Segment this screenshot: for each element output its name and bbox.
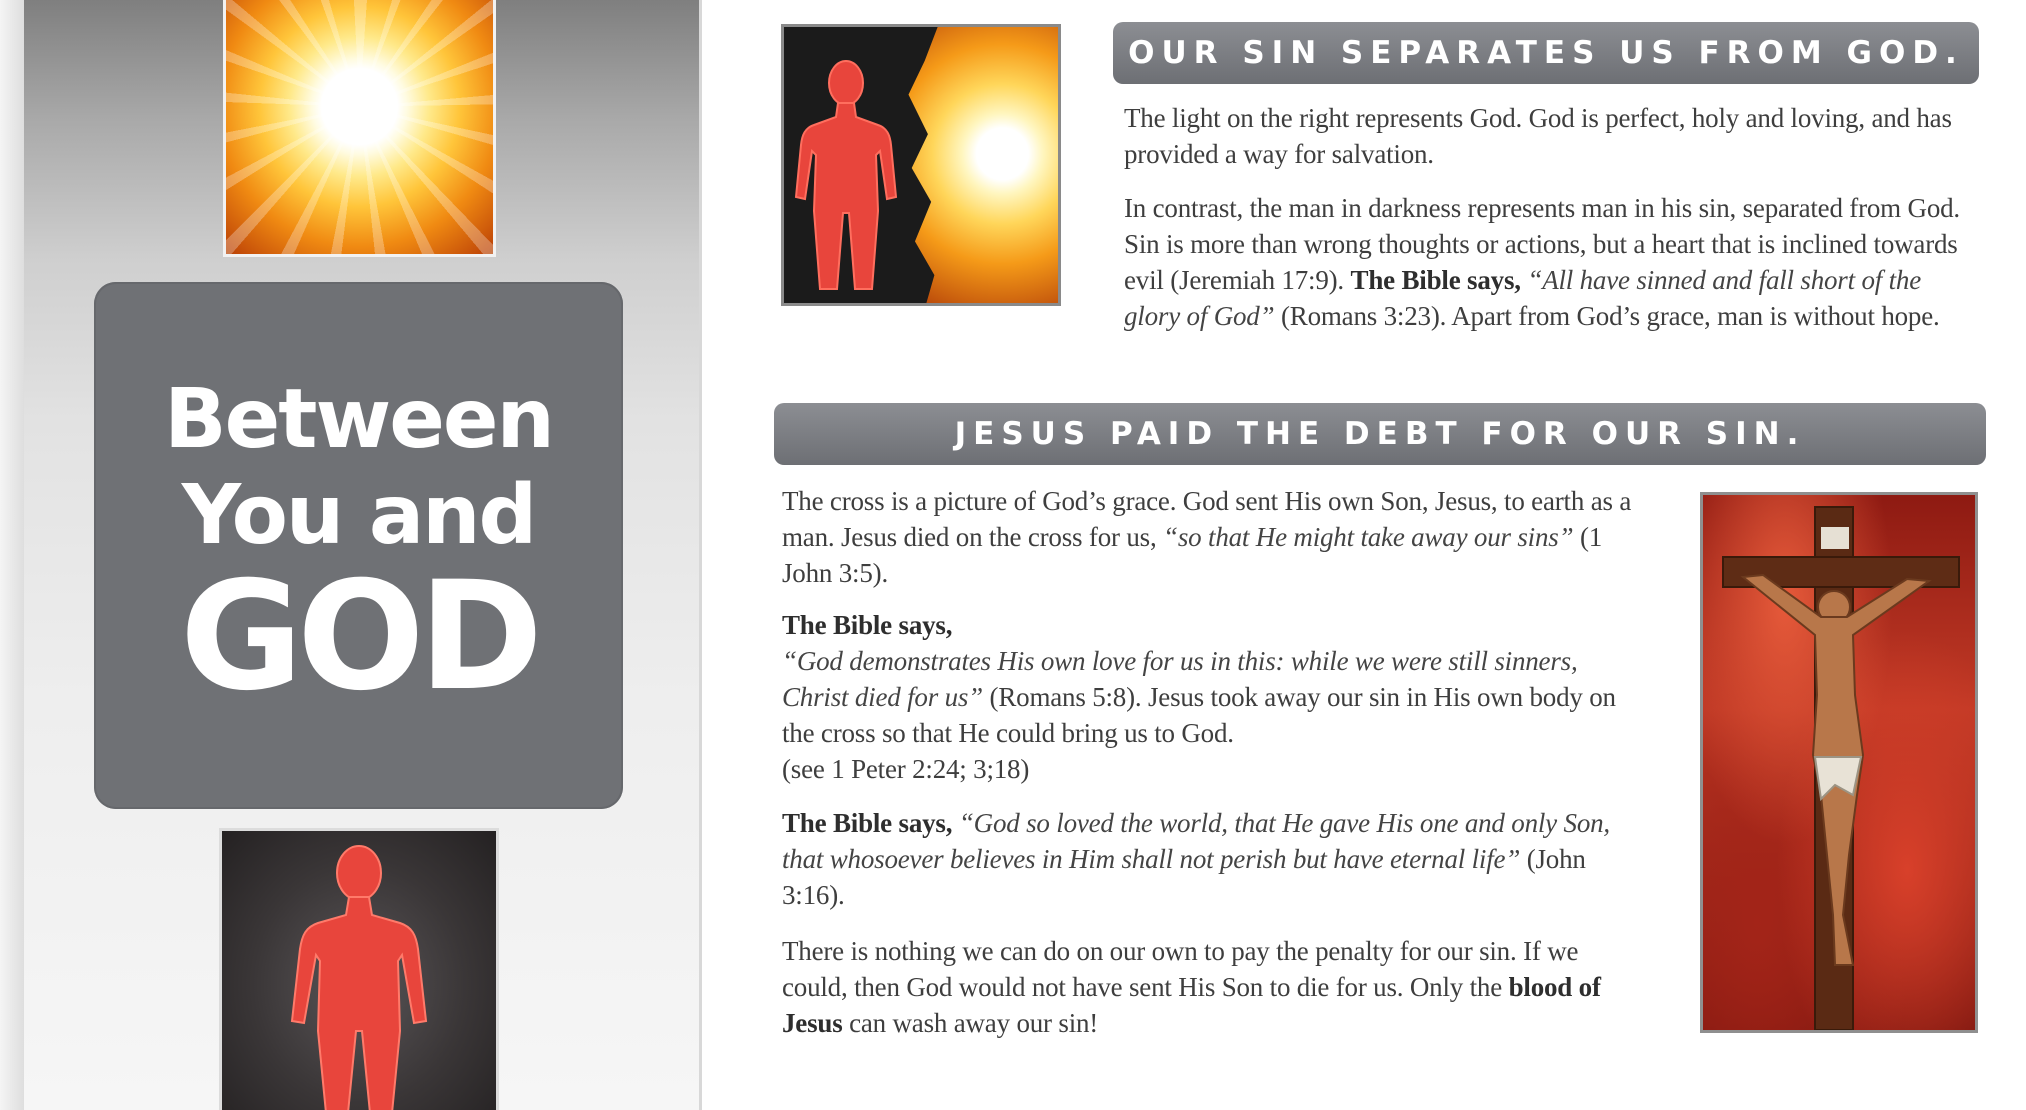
text-span: The cross is a picture of God’s grace. God sent His own Son, Jesus, to earth as a man. Jesus died on the cross for us, — [782, 486, 1632, 552]
cover-title-box — [94, 282, 623, 809]
bold-text: The Bible says, — [782, 610, 953, 640]
bold-text: The Bible says, — [782, 808, 959, 838]
text-span: (1 John 3:5). — [782, 522, 1603, 588]
section1-paragraph1: The light on the right represents God. God is perfect, holy and loving, and has provided a way for salvation. — [1124, 103, 1952, 169]
cover-title-line3: GOD — [179, 550, 538, 724]
section1-heading: OUR SIN SEPARATES US FROM GOD. — [1113, 22, 1979, 84]
cover-title-line2: You and — [181, 468, 536, 563]
cover-title-line1: Between — [164, 372, 553, 467]
section1-paragraph2 — [1124, 190, 1980, 334]
light-rays — [226, 0, 493, 254]
section2-paragraph1 — [782, 483, 1642, 591]
scripture-quote: “God so loved the world, that He gave His one and only Son, that whosoever believes in Him shall not perish but have eternal life” — [782, 808, 1610, 874]
cover-panel — [0, 0, 702, 1110]
fold-line — [699, 0, 702, 1110]
scripture-quote: “God demonstrates His own love for us in this: while we were still sinners, Christ died for us” — [782, 646, 1578, 712]
man-figure-icon — [784, 27, 1058, 303]
scripture-quote: “so that He might take away our sins” — [1163, 522, 1574, 552]
text-span: There is nothing we can do on our own to pay the penalty for our sin. If we could, then God would not have sent His Son to die for us. Only the — [782, 936, 1579, 1002]
page-edge — [0, 0, 24, 1110]
scripture-quote: “All have sinned and fall short of the glory of God” — [1124, 265, 1922, 331]
text-span: (John 3:16). — [782, 844, 1586, 910]
bold-text: blood of Jesus — [782, 972, 1601, 1038]
reference-text: (see 1 Peter 2:24; 3;18) — [782, 754, 1030, 784]
bold-text: The Bible says, — [1350, 265, 1528, 295]
section2-paragraph2 — [782, 607, 1642, 787]
cross-icon — [1703, 495, 1975, 1030]
radiant-light-image — [223, 0, 496, 257]
text-span: In contrast, the man in darkness represents man in his sin, separated from God. Sin is more than wrong thoughts or actions, but a heart that is inclined towards evil (Jeremiah 17:9). — [1124, 193, 1960, 295]
section2-paragraph4 — [782, 933, 1642, 1041]
man-and-light-image — [781, 24, 1061, 306]
section2-paragraph3 — [782, 805, 1642, 913]
text-span: can wash away our sin! — [842, 1008, 1099, 1038]
text-span: (Romans 3:23). Apart from God’s grace, man is without hope. — [1274, 301, 1940, 331]
crucifixion-image — [1700, 492, 1978, 1033]
text-span: (Romans 5:8). Jesus took away our sin in His own body on the cross so that He could bring us to God. — [782, 682, 1616, 748]
red-man-figure-image — [219, 828, 499, 1110]
section2-heading: JESUS PAID THE DEBT FOR OUR SIN. — [774, 403, 1986, 465]
man-figure-icon — [222, 831, 496, 1110]
